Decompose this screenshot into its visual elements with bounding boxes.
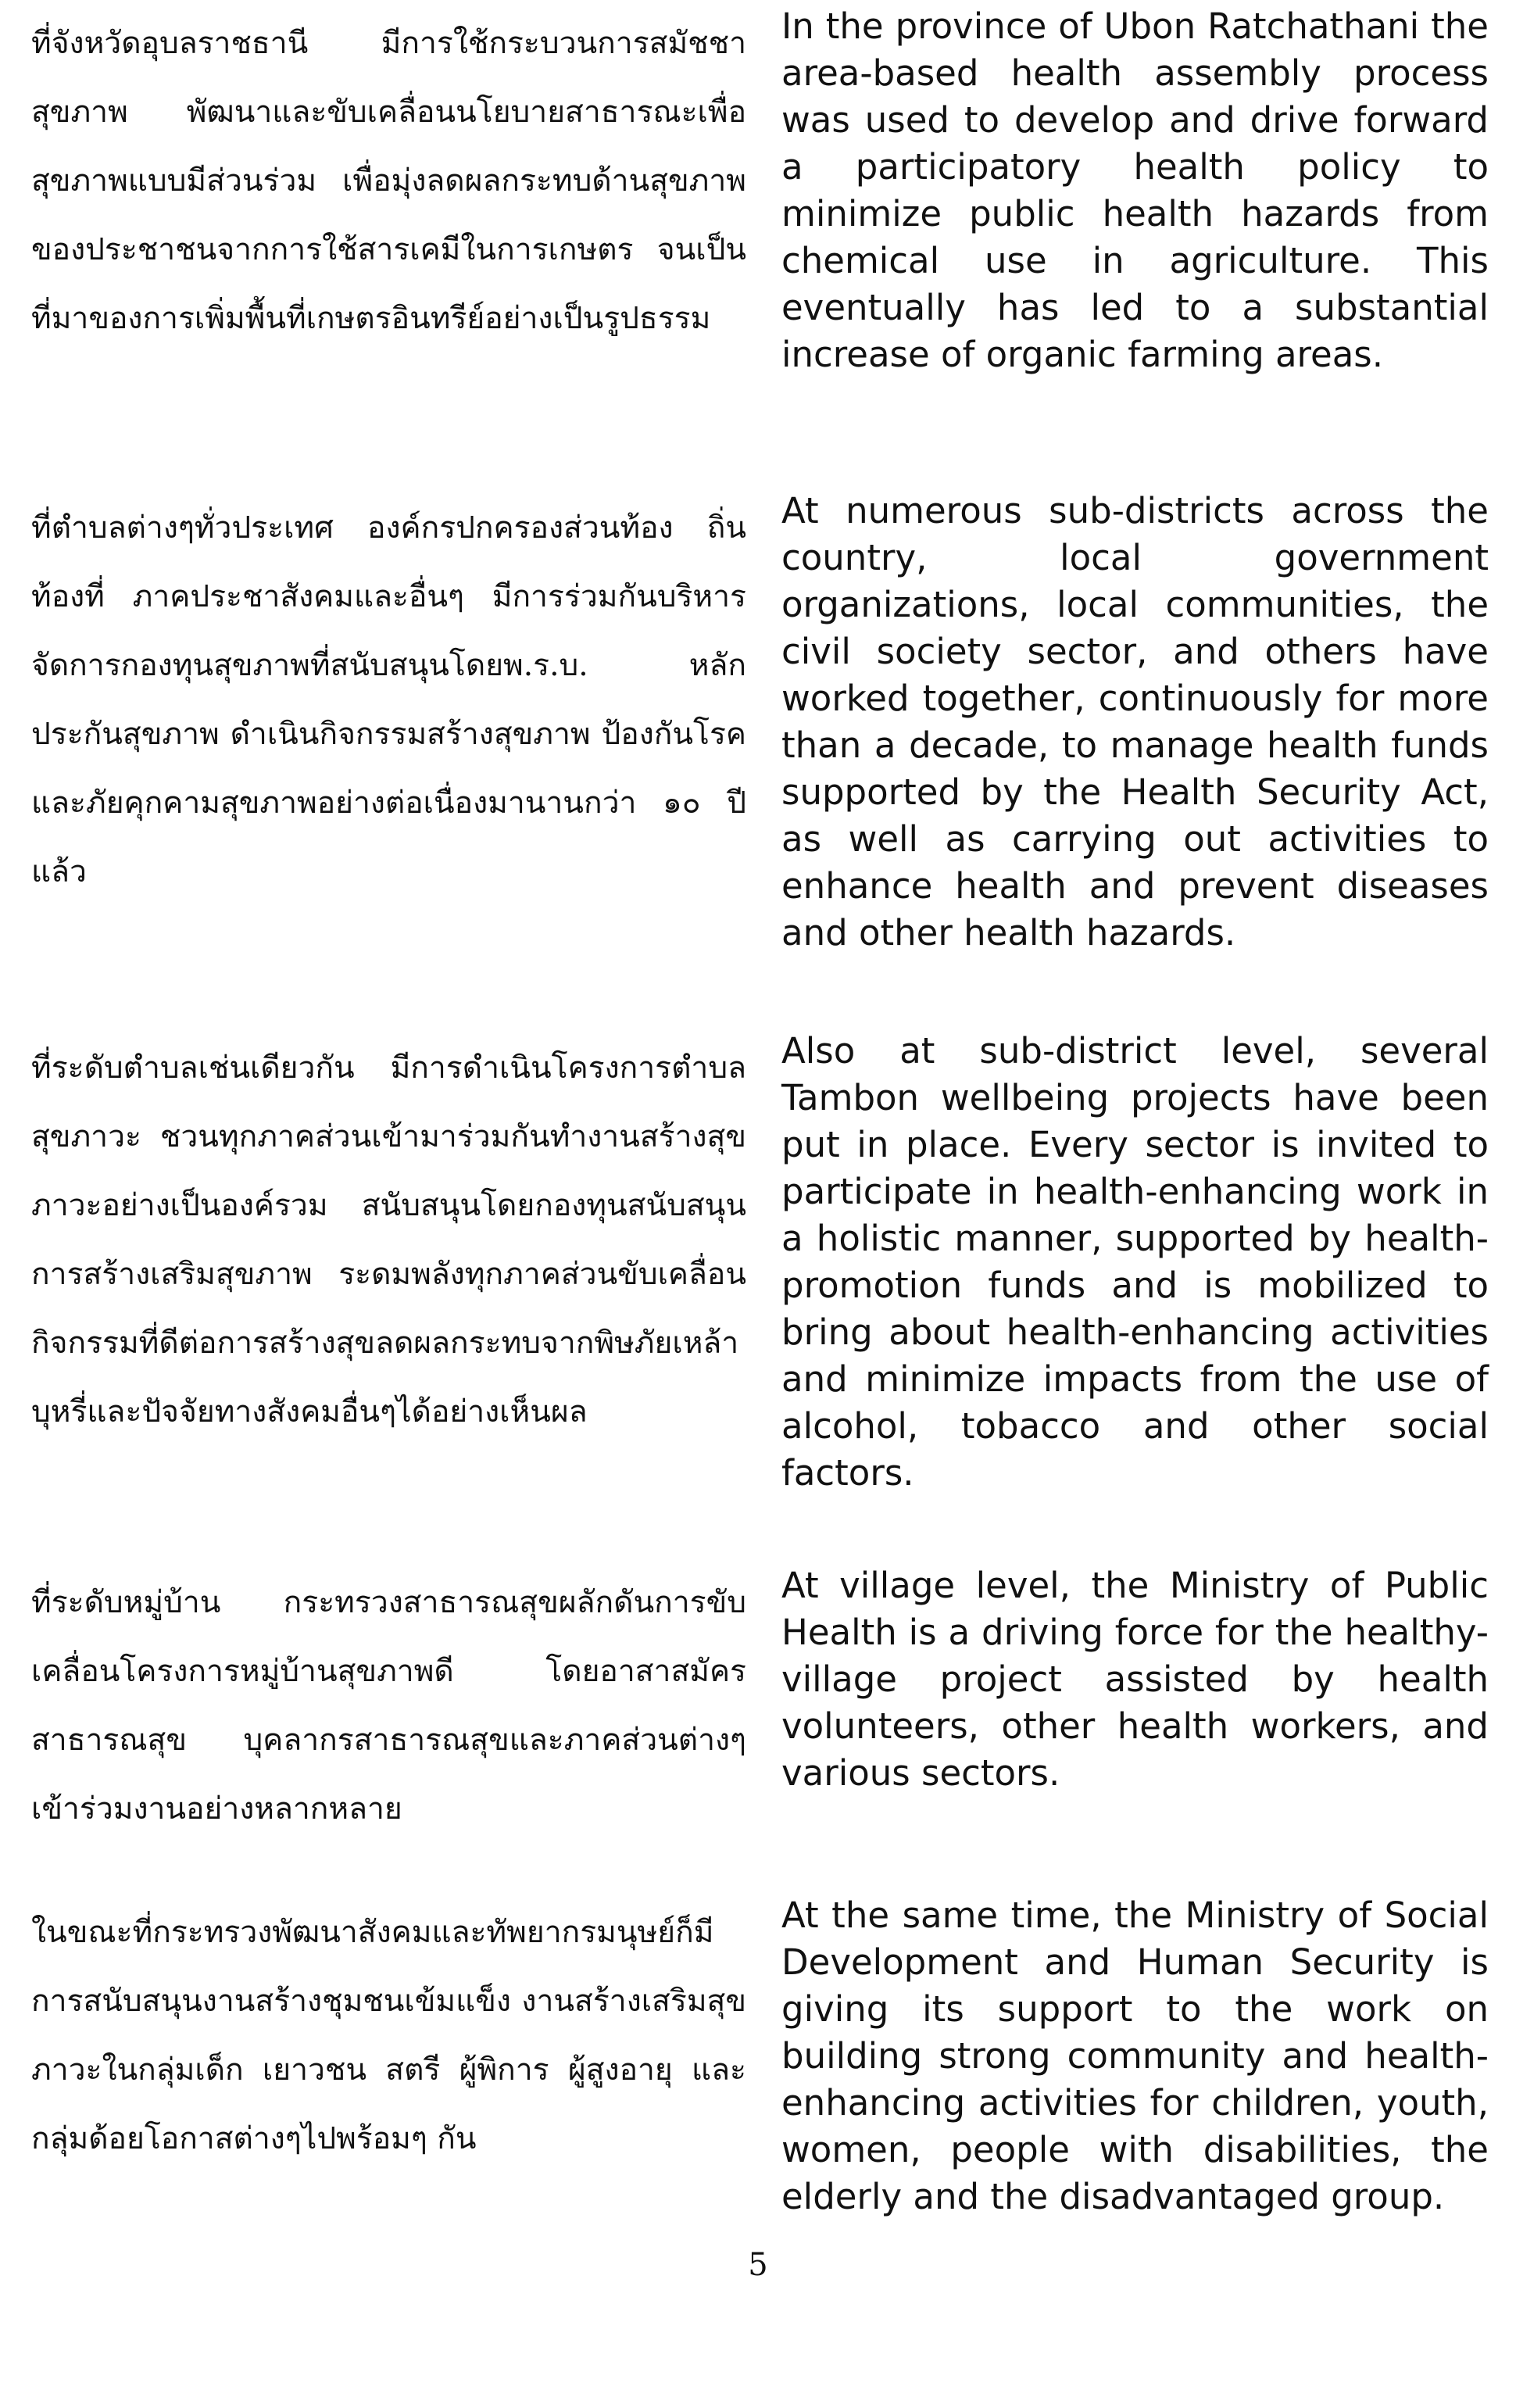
thai-paragraph: ที่ระดับหมู่บ้าน กระทรวงสาธารณสุขผลักดันการขับเคลื่อนโครงการหมู่บ้านสุขภาพดี โดยอาสาสมัครสาธารณสุข บุคลากรสาธารณสุขและภาคส่วนต่างๆ เข้าร่วมงานอย่างหลากหลาย xyxy=(31,1585,746,1827)
english-paragraph: At village level, the Ministry of Public Health is a driving force for the healthy-village project assisted by health volunteers, other health workers, and various sectors. xyxy=(781,1565,1489,1794)
thai-paragraph: ที่ระดับตำบลเช่นเดียวกัน มีการดำเนินโครงการตำบลสุขภาวะ ชวนทุกภาคส่วนเข้ามาร่วมกันทำงานสร้างสุขภาวะอย่างเป็นองค์รวม สนับสนุนโดยกองทุนสนับสนุนการสร้างเสริมสุขภาพ ระดมพลังทุกภาคส่วนขับเคลื่อนกิจกรรมที่ดีต่อการสร้างสุขลดผลกระทบจากพิษภัยเหล้า บุหรี่และปัจจัยทางสังคมอื่นๆได้อย่างเห็นผล xyxy=(31,1050,746,1429)
page-number: 5 xyxy=(748,2247,768,2283)
english-paragraph: At numerous sub-districts across the country, local government organizations, local communities, the civil society sector, and others have worked together, continuously for more than a decade, to manage health funds supported by the Health Security Act, as well as carrying out activities to enhance health and prevent diseases and other health hazards. xyxy=(781,490,1489,954)
thai-paragraph: ที่จังหวัดอุบลราชธานี มีการใช้กระบวนการสมัชชาสุขภาพ พัฒนาและขับเคลื่อนนโยบายสาธารณะเพื่อสุขภาพแบบมีส่วนร่วม เพื่อมุ่งลดผลกระทบด้านสุขภาพของประชาชนจากการใช้สารเคมีในการเกษตร จนเป็นที่มาของการเพิ่มพื้นที่เกษตรอินทรีย์อย่างเป็นรูปธรรม xyxy=(31,26,746,336)
thai-paragraph: ในขณะที่กระทรวงพัฒนาสังคมและทัพยากรมนุษย์ก็มีการสนับสนุนงานสร้างชุมชนเข้มแข็ง งานสร้างเสริมสุขภาวะในกลุ่มเด็ก เยาวชน สตรี ผู้พิการ ผู้สูงอายุ และกลุ่มด้อยโอกาสต่างๆไปพร้อมๆ กัน xyxy=(31,1915,746,2156)
thai-paragraph: ที่ตำบลต่างๆทั่วประเทศ องค์กรปกครองส่วนท้อง ถิ่น ท้องที่ ภาคประชาสังคมและอื่นๆ มีการร่วมกันบริหารจัดการกองทุนสุขภาพที่สนับสนุนโดยพ.ร.บ. หลักประกันสุขภาพ ดำเนินกิจกรรมสร้างสุขภาพ ป้องกันโรคและภัยคุกคามสุขภาพอย่างต่อเนื่องมานานกว่า ๑๐ ปีแล้ว xyxy=(31,510,746,889)
english-paragraph: Also at sub-district level, several Tambon wellbeing projects have been put in place. Every sector is invited to participate in health-enhancing work in a holistic manner, supported by health-promotion funds and is mobilized to bring about health-enhancing activities and minimize impacts from the use of alcohol, tobacco and other social factors. xyxy=(781,1030,1489,1494)
english-paragraph: At the same time, the Ministry of Social Development and Human Security is giving its support to the work on building strong community and health-enhancing activities for children, youth, women, people with disabilities, the elderly and the disadvantaged group. xyxy=(781,1895,1489,2217)
english-paragraph: In the province of Ubon Ratchathani the area-based health assembly process was used to develop and drive forward a participatory health policy to minimize public health hazards from chemical use in agriculture. This eventually has led to a substantial increase of organic farming areas. xyxy=(781,5,1489,375)
